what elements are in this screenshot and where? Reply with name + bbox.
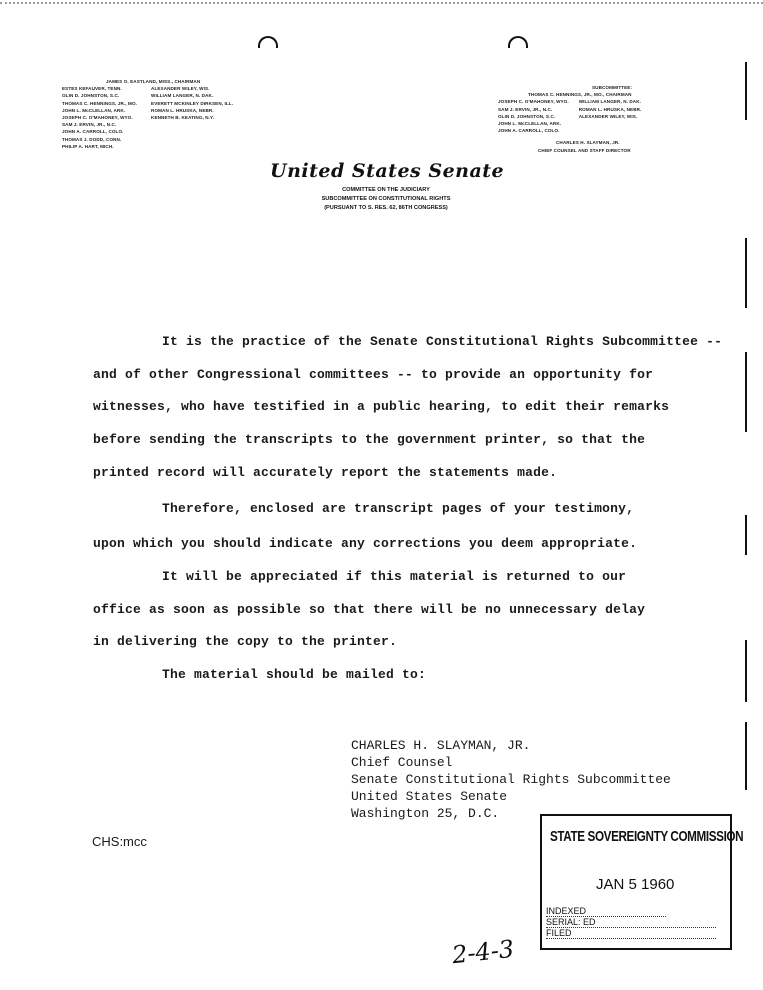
- subcommittee-name: SUBCOMMITTEE ON CONSTITUTIONAL RIGHTS: [321, 196, 451, 202]
- body-line-3: witnesses, who have testified in a public hearing, to edit their remarks: [93, 399, 670, 414]
- mailing-address: [351, 737, 671, 822]
- letterhead-title: United States Senate: [270, 160, 505, 182]
- committee-name: COMMITTEE ON THE JUDICIARY: [342, 187, 430, 193]
- counsel-name: CHARLES H. SLAYMAN, JR.: [556, 140, 620, 146]
- scan-edge-mark: [745, 640, 747, 702]
- subcommittee-members-column-1: JOSEPH C. O'MAHONEY, WYO. SAM J. ERVIN, JR., N.C. OLIN D. JOHNSTON, S.C. JOHN L. McCLELLAN, ARK. JOHN A. CARROLL, COLO.: [498, 99, 569, 134]
- stamp-date: JAN 5 1960: [596, 876, 675, 893]
- counsel-title: CHIEF COUNSEL AND STAFF DIRECTOR: [538, 147, 631, 153]
- letterhead-subheadings: [256, 186, 516, 213]
- stamp-indexed: INDEXED: [546, 906, 666, 917]
- top-dotted-border: [0, 2, 763, 4]
- body-line-2: and of other Congressional committees -- to provide an opportunity for: [93, 367, 654, 382]
- stamp-title: STATE SOVEREIGNTY COMMISSION: [550, 828, 744, 845]
- punch-hole-left: [258, 36, 278, 48]
- authority-note: (PURSUANT TO S. RES. 62, 86TH CONGRESS): [324, 205, 448, 211]
- scan-edge-mark: [745, 238, 747, 308]
- punch-hole-right: [508, 36, 528, 48]
- committee-roster-left: [62, 78, 233, 150]
- scan-edge-mark: [745, 722, 747, 790]
- address-name: CHARLES H. SLAYMAN, JR.: [351, 738, 531, 753]
- stamp-filed: FILED: [546, 928, 716, 939]
- body-line-4: before sending the transcripts to the government printer, so that the: [93, 432, 646, 447]
- subcommittee-chairman: THOMAS C. HENNINGS, JR., MO., CHAIRMAN: [528, 92, 632, 98]
- typist-initials: CHS:mcc: [92, 834, 147, 849]
- address-body: United States Senate: [351, 789, 508, 804]
- scan-edge-mark: [745, 352, 747, 432]
- address-city: Washington 25, D.C.: [351, 806, 500, 821]
- subcommittee-members-column-2: WILLIAM LANGER, N. DAK. ROMAN L. HRUSKA, NEBR. ALEXANDER WILEY, WIS.: [578, 99, 642, 119]
- subcommittee-roster: [498, 84, 641, 154]
- received-stamp: [540, 814, 744, 950]
- body-line-8: It will be appreciated if this material is returned to our: [162, 569, 627, 584]
- committee-members-column-2: ALEXANDER WILEY, WIS. WILLIAM LANGER, N. DAK. EVERETT MCKINLEY DIRKSEN, ILL. ROMAN L. HRUSKA, NEBR. KENNETH B. KEATING, N.Y.: [151, 86, 234, 121]
- stamp-serial: SERIAL: ED: [546, 917, 716, 928]
- subcommittee-heading: SUBCOMMITTEE:: [592, 85, 633, 90]
- committee-chairman: JAMES O. EASTLAND, MISS., CHAIRMAN: [106, 79, 201, 84]
- handwritten-notation: 2-4-3: [450, 934, 516, 970]
- address-org: Senate Constitutional Rights Subcommittee: [351, 772, 671, 787]
- scan-edge-mark: [745, 62, 747, 120]
- body-line-11: The material should be mailed to:: [162, 667, 427, 682]
- body-line-7: upon which you should indicate any corrections you deem appropriate.: [93, 536, 638, 551]
- body-line-6: Therefore, enclosed are transcript pages of your testimony,: [162, 501, 635, 516]
- body-line-5: printed record will accurately report the statements made.: [93, 465, 558, 480]
- body-line-9: office as soon as possible so that there will be no unnecessary delay: [93, 602, 646, 617]
- body-line-10: in delivering the copy to the printer.: [93, 634, 398, 649]
- body-line-1: It is the practice of the Senate Constitutional Rights Subcommittee --: [162, 334, 723, 349]
- scan-edge-mark: [745, 515, 747, 555]
- address-title: Chief Counsel: [351, 755, 453, 770]
- committee-members-column-1: ESTES KEFAUVER, TENN. OLIN D. JOHNSTON, S.C. THOMAS C. HENNINGS, JR., MO. JOHN L. McCLELLAN, ARK. JOSEPH C. O'MAHONEY, WYO. SAM J. ERVIN, JR., N.C. JOHN A. CARROLL, COLO. THOMAS J. DODD, CONN. PHILIP A. HART, MICH.: [62, 86, 138, 149]
